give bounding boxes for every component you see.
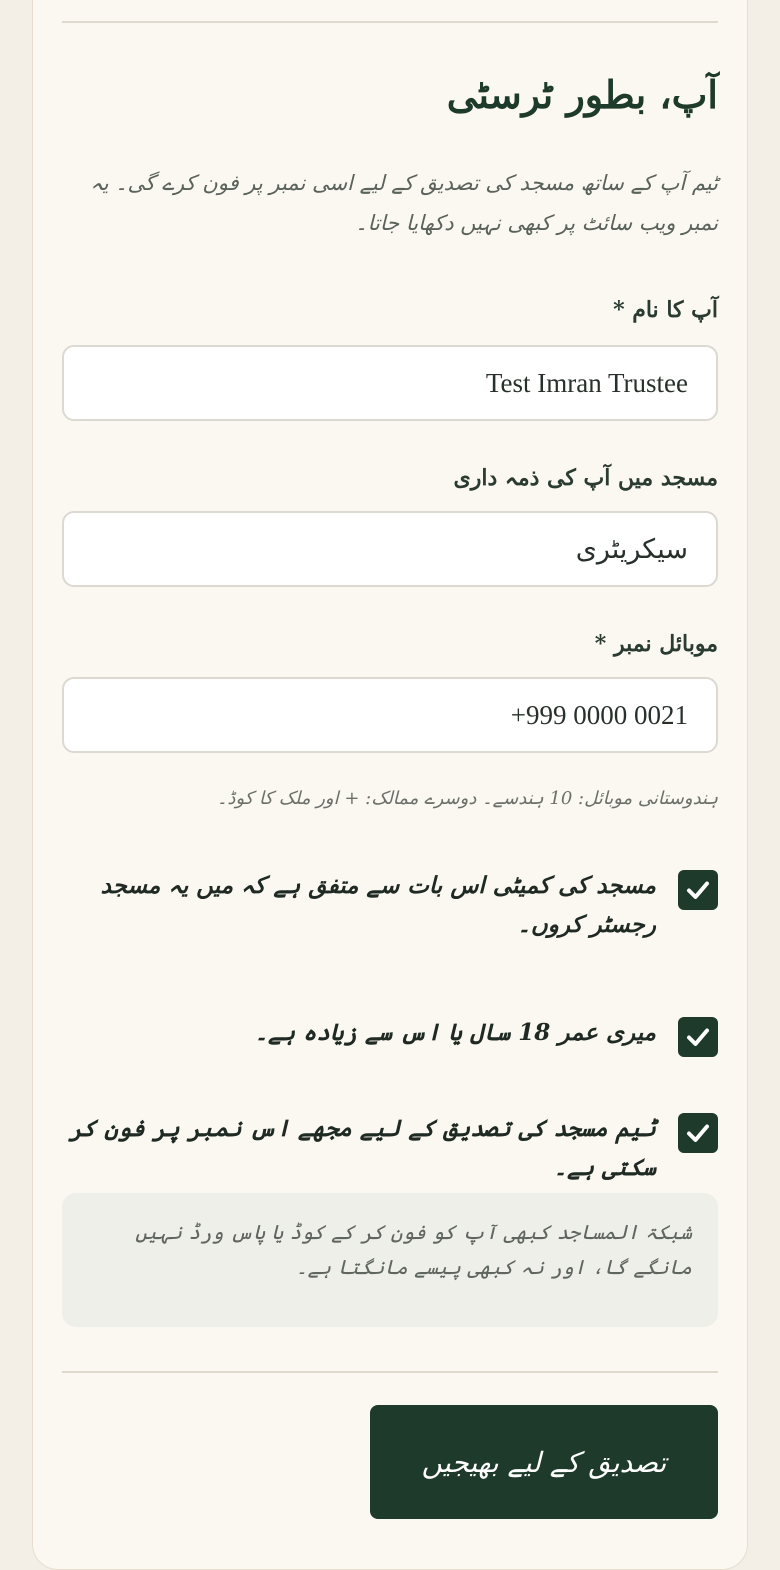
role-label: مسجد میں آپ کی ذمہ داری [453, 465, 718, 491]
committee-check-label: مسجد کی کمیٹی اس بات سے متفق ہے کہ میں یہ مسجد رجسٹر کروں۔ [100, 872, 656, 939]
role-input[interactable] [62, 511, 718, 587]
mobile-label: موبائل نمبر * [594, 631, 718, 657]
phone-consent-checkbox[interactable] [678, 1113, 718, 1153]
name-label: آپ کا نام * [613, 297, 718, 323]
phone-consent-check-label: ٹیم مسجد کی تصدیق کے لیے مجھے اس نمبر پر فون کر سکتی ہے۔ [69, 1115, 656, 1182]
check-row-age[interactable] [62, 1013, 718, 1057]
check-icon [684, 1023, 712, 1051]
check-row-committee[interactable] [62, 866, 718, 944]
submit-button[interactable]: تصدیق کے لیے بھیجیں [370, 1405, 718, 1519]
check-row-phone-consent[interactable] [62, 1109, 718, 1187]
age-checkbox[interactable] [678, 1017, 718, 1057]
name-input[interactable] [62, 345, 718, 421]
section-title: آپ، بطور ٹرسٹی [446, 72, 718, 117]
age-check-label: میری عمر 18 سال یا اس سے زیادہ ہے۔ [254, 1019, 656, 1046]
top-divider [62, 21, 718, 23]
security-notice: شبکۃ المساجد کبھی آپ کو فون کر کے کوڈ یا پاس ورڈ نہیں مانگے گا، اور نہ کبھی پیسے مانگتا ہے۔ [62, 1193, 718, 1327]
check-icon [684, 876, 712, 904]
section-header [62, 72, 718, 118]
committee-checkbox[interactable] [678, 870, 718, 910]
check-icon [684, 1119, 712, 1147]
bottom-divider [62, 1371, 718, 1373]
mobile-hint: ہندوستانی موبائل: 10 ہندسے۔ دوسرے ممالک: + اور ملک کا کوڈ۔ [216, 788, 718, 809]
mobile-input[interactable] [62, 677, 718, 753]
section-intro: ٹیم آپ کے ساتھ مسجد کی تصدیق کے لیے اسی نمبر پر فون کرے گی۔ یہ نمبر ویب سائٹ پر کبھی نہیں دکھایا جاتا۔ [90, 171, 718, 235]
